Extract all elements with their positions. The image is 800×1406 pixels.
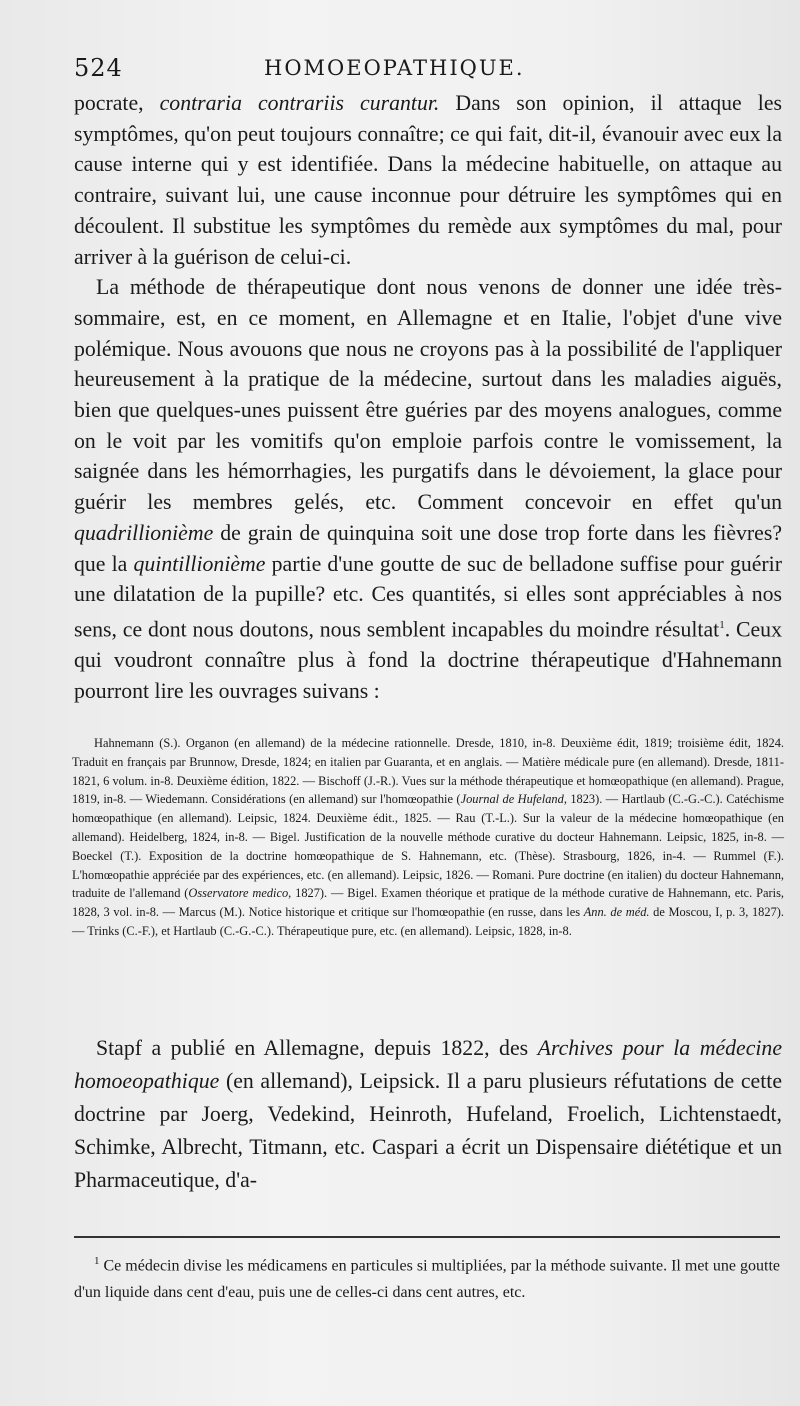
footnote-mark: 1 bbox=[94, 1255, 100, 1267]
footnote bbox=[74, 1248, 780, 1306]
page-header bbox=[74, 54, 754, 88]
latin-maxim: contraria contrariis curantur. bbox=[159, 91, 440, 115]
page-number: 524 bbox=[74, 54, 123, 82]
bibliography-paragraph: Hahnemann (S.). Organon (en allemand) de la médecine rationnelle. Dresde, 1810, in-8. Deuxième édit, 1819; troisième édit, 1824. Traduit en français par Brunnow, Dresde, 1824; en italien par Guaranta, et en anglais. — Matière médicale pure (en allemand). Dresde, 1811-1821, 6 volum. in-8. Deuxième édition, 1822. — Bischoff (J.-R.). Vues sur la méthode thérapeutique et homœopathique (en allemand). Prague, 1819, in-8. — Wiedemann. Considérations (en allemand) sur l'homœopathie (Journal de Hufeland, 1823). — Hartlaub (C.-G.-C.). Catéchisme homœopathique (en allemand). Leipsic, 1824. Deuxième édit., 1825. — Rau (T.-L.). Sur la valeur de la médecine homœopathique (en allemand). Heidelberg, 1824, in-8. — Bigel. Justification de la nouvelle méthode curative du docteur Hahnemann. Leipsic, 1825, in-8. — Boeckel (T.). Exposition de la doctrine homœopathique de S. Hahnemann, etc. (Thèse). Strasbourg, 1826, in-4. — Rummel (F.). L'homœopathie appréciée par des expériences, etc. (en allemand). Leipsic, 1826. — Romani. Pure doctrine (en italien) du docteur Hahnemann, traduite de l'allemand (Osservatore medico, 1827). — Bigel. Examen théorique et pratique de la méthode curative de Hahnemann, etc. Paris, 1828, 3 vol. in-8. — Marcus (M.). Notice historique et critique sur l'homœopathie (en russe, dans les Ann. de méd. de Moscou, I, p. 3, 1827). — Trinks (C.-F.), et Hartlaub (C.-G.-C.). Thérapeutique pure, etc. (en allemand). Leipsic, 1828, in-8. bbox=[72, 736, 785, 938]
footnote-reference: 1 bbox=[719, 618, 725, 631]
running-title: HOMOEOPATHIQUE. bbox=[264, 56, 525, 80]
footnote-rule bbox=[74, 1236, 780, 1238]
bibliography bbox=[72, 734, 784, 941]
main-text bbox=[74, 88, 782, 706]
paragraph-1: pocrate, contraria contrariis curantur. Dans son opinion, il attaque les symptômes, qu'on peut toujours connaître; ce qui fait, dit-il, évanouir avec eux la cause interne qui y est identifiée. Dans la médecine habituelle, on attaque au contraire, suivant lui, une cause inconnue pour détruire les symptômes qui en découlent. Il substitue les symptômes du remède aux symptômes du mal, pour arriver à la guérison de celui-ci. bbox=[74, 91, 782, 269]
paragraph-3: Stapf a publié en Allemagne, depuis 1822, des Archives pour la médecine homoeopathique (en allemand), Leipsick. Il a paru plusieurs réfutations de cette doctrine par Joerg, Vedekind, Heinroth, Hufeland, Froelich, Lichtenstaedt, Schimke, Albrecht, Titmann, etc. Caspari a écrit un Dispensaire diététique et un Pharmaceutique, d'a- bbox=[74, 1036, 782, 1192]
paragraph-2: La méthode de thérapeutique dont nous venons de donner une idée très-sommaire, est, en ce moment, en Allemagne et en Italie, l'objet d'une vive polémique. Nous avouons que nous ne croyons pas à la possibilité de l'appliquer heureusement à la pratique de la médecine, surtout dans les maladies aiguës, bien que quelques-unes puissent être guéries par des moyens analogues, comme on le voit par les vomitifs qu'on emploie parfois contre le vomissement, la saignée dans les hémorrhagies, les purgatifs dans le dévoiement, la glace pour guérir les membres gelés, etc. Comment concevoir en effet qu'un quadrillionième de grain de quinquina soit une dose trop forte dans les fièvres? que la quintillionième partie d'une goutte de suc de belladone suffise pour guérir une dilatation de la pupille? etc. Ces quantités, si elles sont appréciables à nos sens, ce dont nous doutons, nous semblent incapables du moindre résultat$^1$. Ceux qui voudront connaître plus à fond la doctrine thérapeutique d'Hahnemann pourront lire les ouvrages suivans : bbox=[74, 275, 782, 703]
main-text-continued bbox=[74, 1032, 782, 1197]
footnote-text: $^1$ Ce médecin divise les médicamens en particules si multipliées, par la méthode suivante. Il met une goutte d'un liquide dans cent d'eau, puis une de celles-ci dans cent autres, etc. bbox=[74, 1255, 780, 1302]
